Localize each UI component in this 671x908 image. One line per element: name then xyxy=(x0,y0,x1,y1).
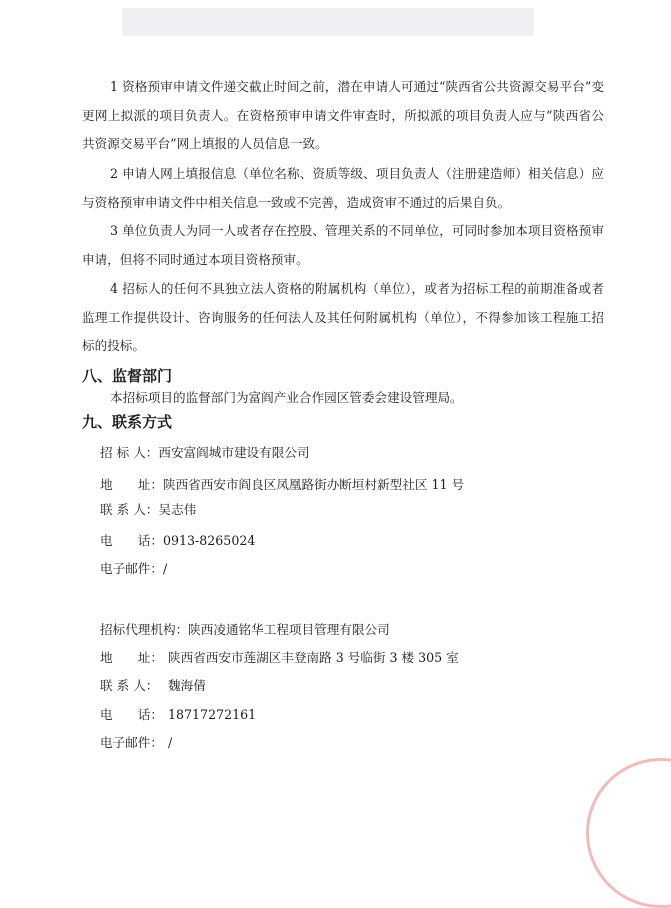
agency-name: 陕西凌通铭华工程项目管理有限公司 xyxy=(188,622,390,637)
seal-stamp xyxy=(586,758,671,908)
agency-phone: 18717272161 xyxy=(168,707,257,722)
agency-contact-row xyxy=(100,676,206,696)
clause-2: 2 申请人网上填报信息（单位名称、资质等级、项目负责人（注册建造师）相关信息）应与资格预审申请文件中相关信息一致或不完善，造成资审不通过的后果自负。 xyxy=(82,166,604,210)
top-banner xyxy=(122,8,534,36)
agency-address: 陕西省西安市莲湖区丰登南路 3 号临街 3 楼 305 室 xyxy=(168,650,459,665)
agency-name-row xyxy=(100,620,390,640)
section-9-title: 九、联系方式 xyxy=(82,413,173,431)
tenderer-name-row xyxy=(100,443,310,463)
label: 地 址： xyxy=(100,650,163,665)
label: 电 话： xyxy=(100,707,163,722)
tenderer-phone: 0913-8265024 xyxy=(162,533,256,548)
label: 联 系 人： xyxy=(100,678,159,693)
section-8-title: 八、监督部门 xyxy=(82,367,173,385)
clause-1: 1 资格预审申请文件递交截止时间之前，潜在申请人可通过“陕西省公共资源交易平台”变更网上拟派的项目负责人。在资格预审申请文件审查时，所拟派的项目负责人应与“陕西省公共资源交易平台”网上填报的人员信息一致。 xyxy=(82,79,604,151)
clause-3: 3 单位负责人为同一人或者存在控股、管理关系的不同单位，可同时参加本项目资格预审申请，但将不同时通过本项目资格预审。 xyxy=(82,223,604,267)
label: 招标代理机构： xyxy=(100,622,189,637)
label: 招 标 人： xyxy=(100,445,159,460)
tenderer-phone-row xyxy=(100,531,255,551)
watermark: ​ xyxy=(17,220,23,230)
section-8-text: 本招标项目的监督部门为富阎产业合作园区管委会建设管理局。 xyxy=(110,390,463,405)
agency-phone-row xyxy=(100,705,256,725)
label: 联 系 人： xyxy=(100,502,159,517)
clause-4: 4 招标人的任何不具独立法人资格的附属机构（单位），或者为招标工程的前期准备或者监理工作提供设计、咨询服务的任何法人及其任何附属机构（单位），不得参加该工程施工招标的投标。 xyxy=(82,281,604,353)
tenderer-address: 陕西省西安市阎良区凤凰路街办断垣村新型社区 11 号 xyxy=(162,477,465,492)
agency-email: / xyxy=(168,735,173,750)
label: 电子邮件： xyxy=(100,561,163,576)
agency-address-row xyxy=(100,648,459,668)
tenderer-contact-row xyxy=(100,500,196,520)
tenderer-email: / xyxy=(162,561,168,576)
agency-email-row xyxy=(100,733,172,753)
label: 地 址： xyxy=(100,477,163,492)
agency-contact: 魏海倩 xyxy=(168,678,206,693)
label: 电 话： xyxy=(100,533,163,548)
tenderer-name: 西安富阎城市建设有限公司 xyxy=(158,445,310,460)
tenderer-email-row xyxy=(100,559,167,579)
label: 电子邮件： xyxy=(100,735,163,750)
tenderer-address-row xyxy=(100,475,464,495)
tenderer-contact: 吴志伟 xyxy=(158,502,197,517)
